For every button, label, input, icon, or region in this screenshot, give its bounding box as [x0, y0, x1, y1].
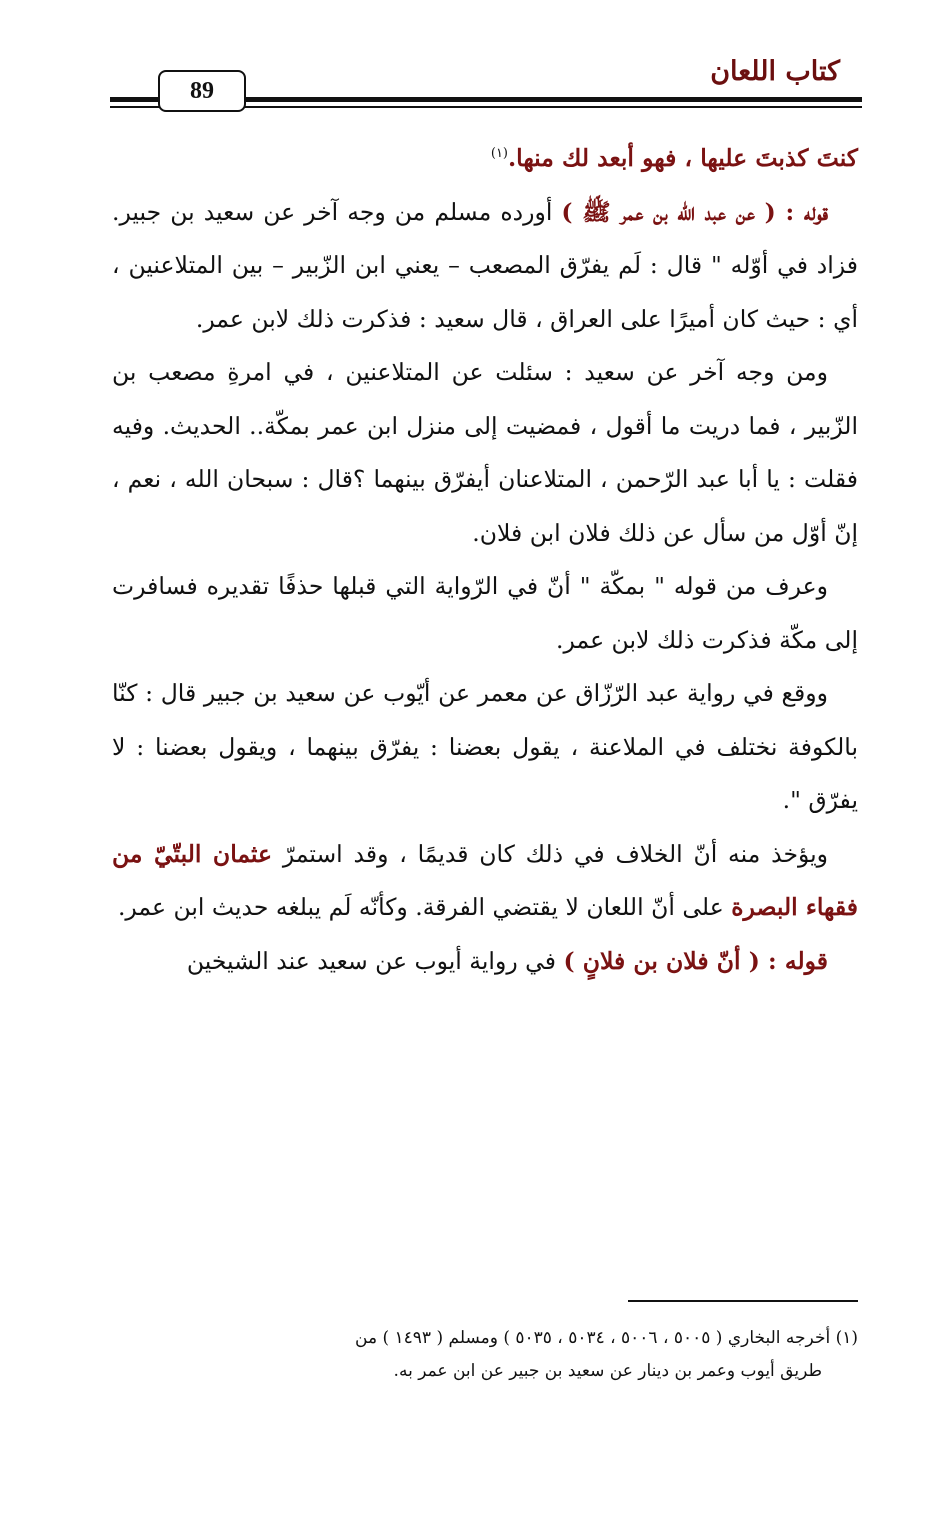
paragraph [112, 828, 858, 935]
page-number: 89 [158, 70, 246, 112]
paragraph-text: على أنّ اللعان لا يقتضي الفرقة. وكأنّه لَم يبلغه حديث ابن عمر. [117, 893, 732, 921]
paragraph-text: أورده مسلم من وجه آخر عن سعيد بن جبير. فزاد في أوّله " قال : لَم يفرّق المصعب – يعني ابن الزّبير – بين المتلاعنين ، أي : حيث كان أميرًا على العراق ، قال سعيد : فذكرت ذلك لابن عمر. [112, 197, 858, 333]
paragraph: وعرف من قوله " بمكّة " أنّ في الرّواية التي قبلها حذفًا تقديره فسافرت إلى مكّة فذكرت ذلك لابن عمر. [112, 572, 858, 654]
highlighted-name: عثمان البتّيّ من فقهاء البصرة [112, 839, 858, 921]
paragraph-text: في رواية أيوب عن سعيد عند الشيخين [186, 946, 564, 975]
paragraph-text: كنتَ كذبتَ عليها ، فهو أبعد لك منها. [508, 144, 858, 172]
paragraph: ووقع في رواية عبد الرّزّاق عن معمر عن أيّوب عن سعيد بن جبير قال : كنّا بالكوفة نختلف في الملاعنة ، يقول بعضنا : يفرّق بينهما ، ويقول بعضنا : لا يفرّق ". [112, 679, 858, 814]
paragraph [112, 186, 858, 347]
footnote-line: (١) أخرجه البخاري ( ٥٠٠٥ ، ٥٠٠٦ ، ٥٠٣٤ ، ٥٠٣٥ ) ومسلم ( ١٤٩٣ ) من [355, 1328, 858, 1348]
paragraph: ومن وجه آخر عن سعيد : سئلت عن المتلاعنين ، في امرةِ مصعب بن الزّبير ، فما دريت ما أقول ، فمضيت إلى منزل ابن عمر بمكّة.. الحديث. وفيه فقلت : يا أبا عبد الرّحمن ، المتلاعنان أيفرّق بينهما ؟قال : سبحان الله ، نعم ، إنّ أوّل من سأل عن ذلك فلان ابن فلان. [112, 358, 858, 547]
paragraph-text: ويؤخذ منه أنّ الخلاف في ذلك كان قديمًا ، وقد استمرّ [272, 839, 828, 868]
main-text [112, 132, 858, 988]
book-title: كتاب اللعان [710, 56, 840, 87]
footnote-divider [628, 1300, 858, 1302]
paragraph [112, 935, 858, 989]
footnote-line: طريق أيوب وعمر بن دينار عن سعيد بن جبير عن ابن عمر به. [393, 1361, 822, 1381]
quote-label: قوله : ( أنّ فلان بن فلانٍ ) [563, 946, 828, 975]
quote-label: قوله : ( عن عبد الله بن عمر ﷺ ) [561, 197, 829, 226]
footnote [112, 1322, 858, 1388]
page-header [110, 50, 862, 120]
paragraph [112, 132, 858, 186]
footnote-reference: (١) [490, 146, 508, 162]
